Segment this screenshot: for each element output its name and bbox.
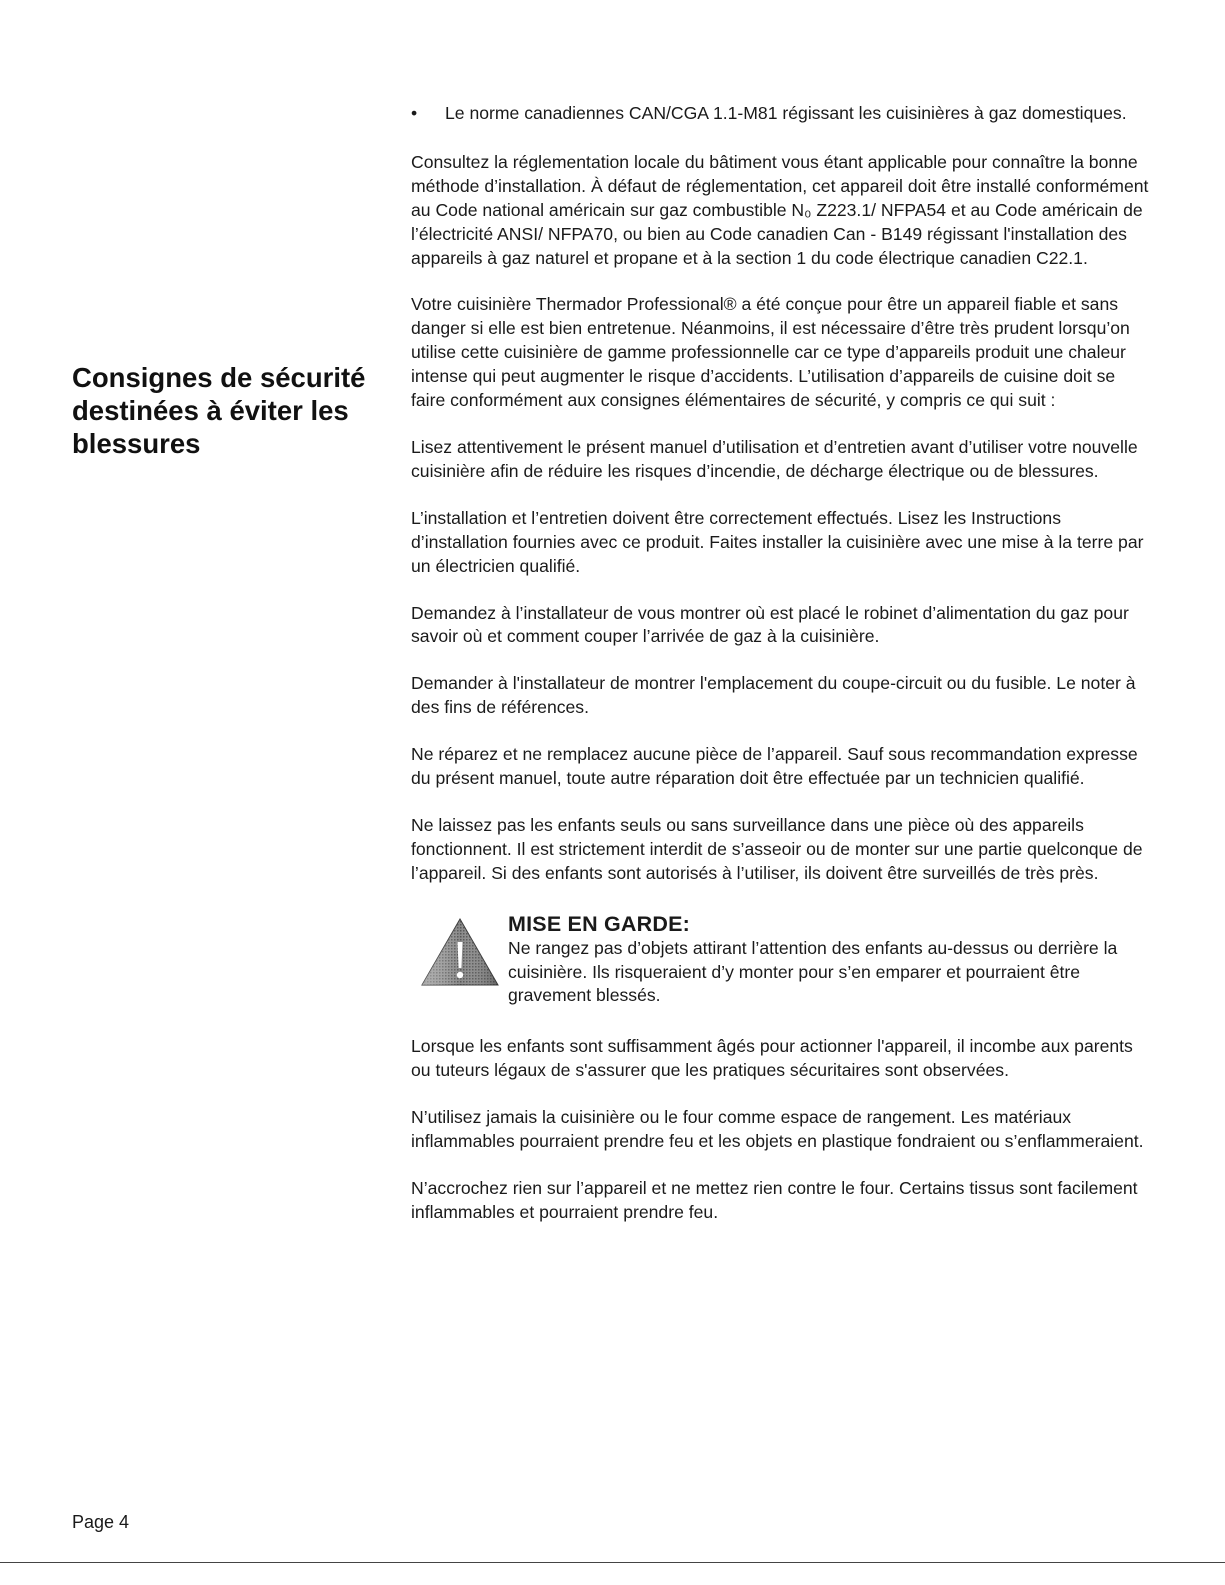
bullet-item bbox=[411, 102, 1151, 126]
paragraph-no-hanging: N’accrochez rien sur l’appareil et ne mettez rien contre le four. Certains tissus sont facilement inflammables et pourraient prendre feu. bbox=[411, 1178, 1138, 1222]
paragraph-range-design: Votre cuisinière Thermador Professional® a été conçue pour être un appareil fiable et sans danger si elle est bien entretenue. Néanmoins, il est nécessaire d’être très prudent lorsqu’on utilise cette cuisinière de gamme professionnelle car ce type d’appareils produit une chaleur intense qui peut augmenter le risque d’accidents. L’utilisation d’appareils de cuisine doit se faire conformément aux consignes élémentaires de sécurité, y compris ce qui suit : bbox=[411, 294, 1130, 411]
paragraph-installation-code: Consultez la réglementation locale du bâtiment vous étant applicable pour connaître la bonne méthode d’installation. À défaut de réglementation, cet appareil doit être installé conformément au Code national américain sur gaz combustible N₀ Z223.1/ NFPA54 et au Code américain de l’électricité ANSI/ NFPA70, ou bien au Code canadien Can - B149 régissant l'installation des appareils à gaz naturel et propane et à la section 1 du code électrique canadien C22.1. bbox=[411, 151, 1149, 268]
warning-title: MISE EN GARDE: bbox=[508, 911, 690, 936]
section-heading: Consignes de sécurité destinées à éviter les blessures bbox=[72, 361, 366, 459]
bullet-text: Le norme canadiennes CAN/CGA 1.1-M81 régissant les cuisinières à gaz domestiques. bbox=[445, 103, 1127, 123]
paragraph-no-storage: N’utilisez jamais la cuisinière ou le four comme espace de rangement. Les matériaux inflammables pourraient prendre feu et les objets en plastique fondraient ou s’enflammeraient. bbox=[411, 1107, 1144, 1152]
paragraph-read-manual: Lisez attentivement le présent manuel d’utilisation et d’entretien avant d’utiliser votre nouvelle cuisinière afin de réduire les risques d’incendie, de décharge électrique ou de blessures. bbox=[411, 436, 1138, 481]
bullet-dot: • bbox=[411, 103, 418, 123]
page-number: Page 4 bbox=[72, 1512, 130, 1532]
warning-text: Ne rangez pas d’objets attirant l’attention des enfants au-dessus ou derrière la cuisinière. Ils risqueraient d’y monter pour s’en emparer et pourraient être gravement blessés. bbox=[508, 937, 1118, 1006]
paragraph-children: Ne laissez pas les enfants seuls ou sans surveillance dans une pièce où des appareils fonctionnent. Il est strictement interdit de s’asseoir ou de monter sur une partie quelconque de l’appareil. Si des enfants sont autorisés à l’utiliser, ils doivent être surveillés de très près. bbox=[411, 814, 1143, 883]
main-column bbox=[411, 102, 1151, 1248]
paragraph-repairs: Ne réparez et ne remplacez aucune pièce de l’appareil. Sauf sous recommandation expresse du présent manuel, toute autre réparation doit être effectuée par un technicien qualifié. bbox=[411, 744, 1138, 789]
warning-triangle-icon bbox=[421, 918, 499, 986]
paragraph-gas-valve: Demandez à l’installateur de vous montrer où est placé le robinet d’alimentation du gaz pour savoir où et comment couper l’arrivée de gaz à la cuisinière. bbox=[411, 602, 1129, 647]
paragraph-installation-service: L’installation et l’entretien doivent être correctement effectués. Lisez les Instructions d’installation fournies avec ce produit. Faites installer la cuisinière avec une mise à la terre par un électricien qualifié. bbox=[411, 507, 1144, 576]
paragraph-circuit-breaker: Demander à l'installateur de montrer l'emplacement du coupe-circuit ou du fusible. Le noter à des fins de références. bbox=[411, 673, 1136, 718]
warning-box bbox=[411, 912, 1151, 1009]
bottom-rule bbox=[0, 1562, 1225, 1563]
paragraph-older-children: Lorsque les enfants sont suffisamment âgés pour actionner l'appareil, il incombe aux parents ou tuteurs légaux de s'assurer que les pratiques sécuritaires sont observées. bbox=[411, 1036, 1133, 1081]
